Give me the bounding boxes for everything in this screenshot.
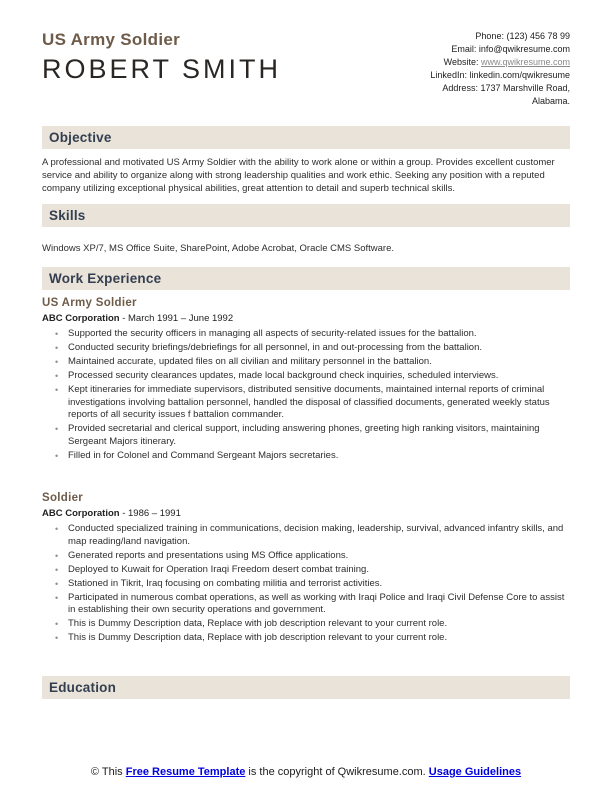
job-bullet-list [42,523,570,645]
bullet-item: • Stationed in Tikrit, Iraq focusing on combating militia and terrorist activities. [54,578,570,591]
bullet-item: • Supported the security officers in managing all aspects of security-related issues for the battalion. [54,328,570,341]
footer-prefix: © This [90,766,126,778]
bullet-item: • Filled in for Colonel and Command Sergeant Majors secretaries. [54,450,570,463]
section-heading-education: Education [42,676,570,699]
role-title: US Army Soldier [42,30,181,49]
contact-phone: Phone: (123) 456 78 99 [475,31,570,41]
bullet-item: • Maintained accurate, updated files on all civilian and military personnel in the battalion. [54,356,570,369]
bullet-item: • This is Dummy Description data, Replace with job description relevant to your current role. [54,618,570,631]
bullet-item: • Kept itineraries for immediate supervisors, distributed sensitive documents, maintained internal reports of criminal investigations involving battalion personnel, handled the disposal of classified documents, generated weekly status reports of all security issues f battalion commander. [54,384,570,422]
job-dates: - 1986 – 1991 [122,508,181,519]
footer [42,765,570,780]
header-left [42,30,281,85]
bullet-item: • Conducted security briefings/debriefings for all personnel, in and out-processing from the battalion. [54,342,570,355]
bullet-item: • Processed security clearances updates, made local background check inquiries, scheduled interviews. [54,370,570,383]
job-entry [42,297,570,462]
company-line [42,313,570,324]
header [42,30,570,108]
contact-address: Address: 1737 Marshville Road, Alabama. [442,83,570,106]
job-title: Soldier [42,492,84,504]
job-dates: - March 1991 – June 1992 [122,313,234,324]
bullet-item: • Provided secretarial and clerical support, including answering phones, greeting high ranking visitors, maintaining Sergeant Majors itinerary. [54,423,570,448]
bullet-item: • This is Dummy Description data, Replace with job description relevant to your current role. [54,632,570,645]
section-heading-work-experience: Work Experience [42,267,570,290]
company-line [42,508,570,519]
objective-text: A professional and motivated US Army Soldier with the ability to work alone or within a group. Provides excellent customer service and ability to organize along with strong leadership qualities and work ethic. Seeking any position with a reputed company utilizing exceptional physical abilities, great attention to detail and superb technical skills. [42,157,555,194]
contact-website [428,56,570,69]
job-title: US Army Soldier [42,297,137,309]
footer-middle: is the copyright of Qwikresume.com. [245,766,429,778]
bullet-item: • Deployed to Kuwait for Operation Iraqi Freedom desert combat training. [54,564,570,577]
bullet-item: • Participated in numerous combat operations, as well as working with Iraqi Police and Iraqi Civil Defense Core to assist in establishing their own security operations and government. [54,592,570,617]
section-heading-objective: Objective [42,126,570,149]
bullet-item: • Conducted specialized training in communications, decision making, leadership, survival, advanced infantry skills, and map reading/land navigation. [54,523,570,548]
skills-text: Windows XP/7, MS Office Suite, SharePoint, Adobe Acrobat, Oracle CMS Software. [42,243,395,254]
company-name: ABC Corporation [42,313,120,324]
usage-guidelines-link[interactable]: Usage Guidelines [428,766,522,778]
contact-website-label: Website: [443,57,481,67]
contact-email: Email: info@qwikresume.com [451,44,570,54]
job-entry [42,492,570,645]
person-name: ROBERT SMITH [42,54,282,84]
contact-linkedin: LinkedIn: linkedin.com/qwikresume [430,70,570,80]
free-resume-template-link[interactable]: Free Resume Template [125,766,246,778]
website-link[interactable]: www.qwikresume.com [480,57,570,67]
bullet-item: • Generated reports and presentations using MS Office applications. [54,550,570,563]
section-heading-skills: Skills [42,204,570,227]
contact-block [428,30,570,108]
company-name: ABC Corporation [42,508,120,519]
job-bullet-list [42,328,570,462]
